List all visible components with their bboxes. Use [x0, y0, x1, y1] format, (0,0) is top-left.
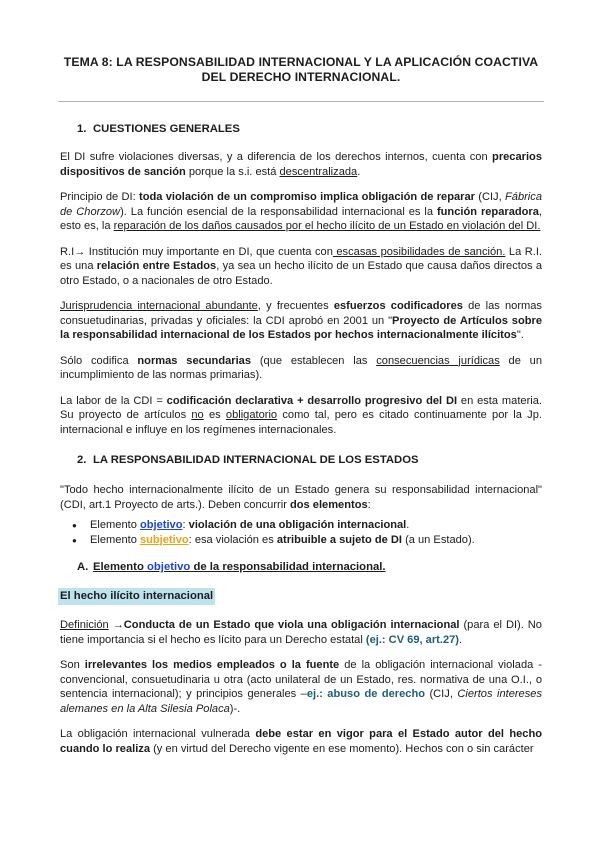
paragraph-ri-institucion: R.I→ Institución muy importante en DI, que cuenta con escasas posibilidades de sanción. La R.I. es una relación entre Estados, ya sea un hecho ilícito de un Estado que causa daños directos a otro Estado, o a nacionales de otro Estado.	[60, 245, 543, 287]
list-item: ● Elemento objetivo: violación de una obligación internacional.	[90, 518, 542, 533]
paragraph-labor-cdi: La labor de la CDI = codificación declarativa + desarrollo progresivo del DI en esta materia. Su proyecto de artículos no es obligatorio como tal, pero es citado continuamente por la Jp. internacional e influye en los regímenes internacionales.	[60, 394, 542, 436]
highlighted-heading: El hecho ilícito internacional	[58, 588, 215, 605]
paragraph-violaciones: El DI sufre violaciones diversas, y a diferencia de los derechos internos, cuenta con precarios dispositivos de sanción porque la s.i. está descentralizada.	[60, 151, 542, 178]
list-item: ● Elemento subjetivo: esa violación es atribuible a sujeto de DI (a un Estado).	[90, 533, 542, 548]
paragraph-jurisprudencia: Jurisprudencia internacional abundante, y frecuentes esfuerzos codificadores de las normas consuetudinarias, privadas y oficiales: la CDI aprobó en 2001 un "Proyecto de Artículos sobre la responsabilidad internacional de los Estados por hechos internacionalmente ilícitos".	[60, 300, 543, 341]
paragraph-definicion: Definición →Conducta de un Estado que viola una obligación internacional (para el DI). No tiene importancia si el hecho es lícito para un Derecho estatal (ej.: CV 69, art.27).	[60, 619, 542, 646]
title-line-2: DEL DERECHO INTERNACIONAL.	[201, 70, 401, 84]
section-1-heading: 1. CUESTIONES GENERALES	[77, 123, 240, 135]
paragraph-obligacion-vigor: La obligación internacional vulnerada debe estar en vigor para el Estado autor del hecho cuando lo realiza (y en virtud del Derecho vigente en ese momento). Hechos con o sin carácter	[60, 728, 542, 755]
paragraph-principio: Principio de DI: toda violación de un compromiso implica obligación de reparar (CIJ, Fábrica de Chorzow). La función esencial de la responsabilidad internacional es la función reparadora, esto es, la reparación de los daños causados por el hecho ilícito de un Estado en violación del DI.	[60, 191, 542, 232]
title-divider	[58, 101, 544, 102]
section-2-heading: 2. LA RESPONSABILIDAD INTERNACIONAL DE LOS ESTADOS	[77, 454, 419, 466]
document-title	[60, 55, 542, 85]
paragraph-irrelevantes: Son irrelevantes los medios empleados o la fuente de la obligación internacional violada -convencional, consuetudinaria u otra (acto unilateral de un Estado, res. normativa de una O.I., o sentencia internacional); y principios generales –ej.: abuso de derecho (CIJ, Ciertos intereses alemanes en la Alta Silesia Polaca)-.	[60, 659, 542, 715]
subsection-a-heading: A. Elemento objetivo de la responsabilidad internacional.	[77, 561, 386, 573]
highlight-heading-wrap	[60, 587, 542, 605]
elements-list	[60, 518, 542, 547]
document-page	[60, 55, 542, 756]
paragraph-todo-hecho: "Todo hecho internacionalmente ilícito de un Estado genera su responsabilidad internacional" (CDI, art.1 Proyecto de arts.). Deben concurrir dos elementos:	[60, 484, 542, 511]
paragraph-normas-secundarias: Sólo codifica normas secundarias (que establecen las consecuencias jurídicas de un incumplimiento de las normas primarias).	[60, 354, 543, 381]
title-line-1: TEMA 8: LA RESPONSABILIDAD INTERNACIONAL Y LA APLICACIÓN COACTIVA	[63, 55, 539, 69]
